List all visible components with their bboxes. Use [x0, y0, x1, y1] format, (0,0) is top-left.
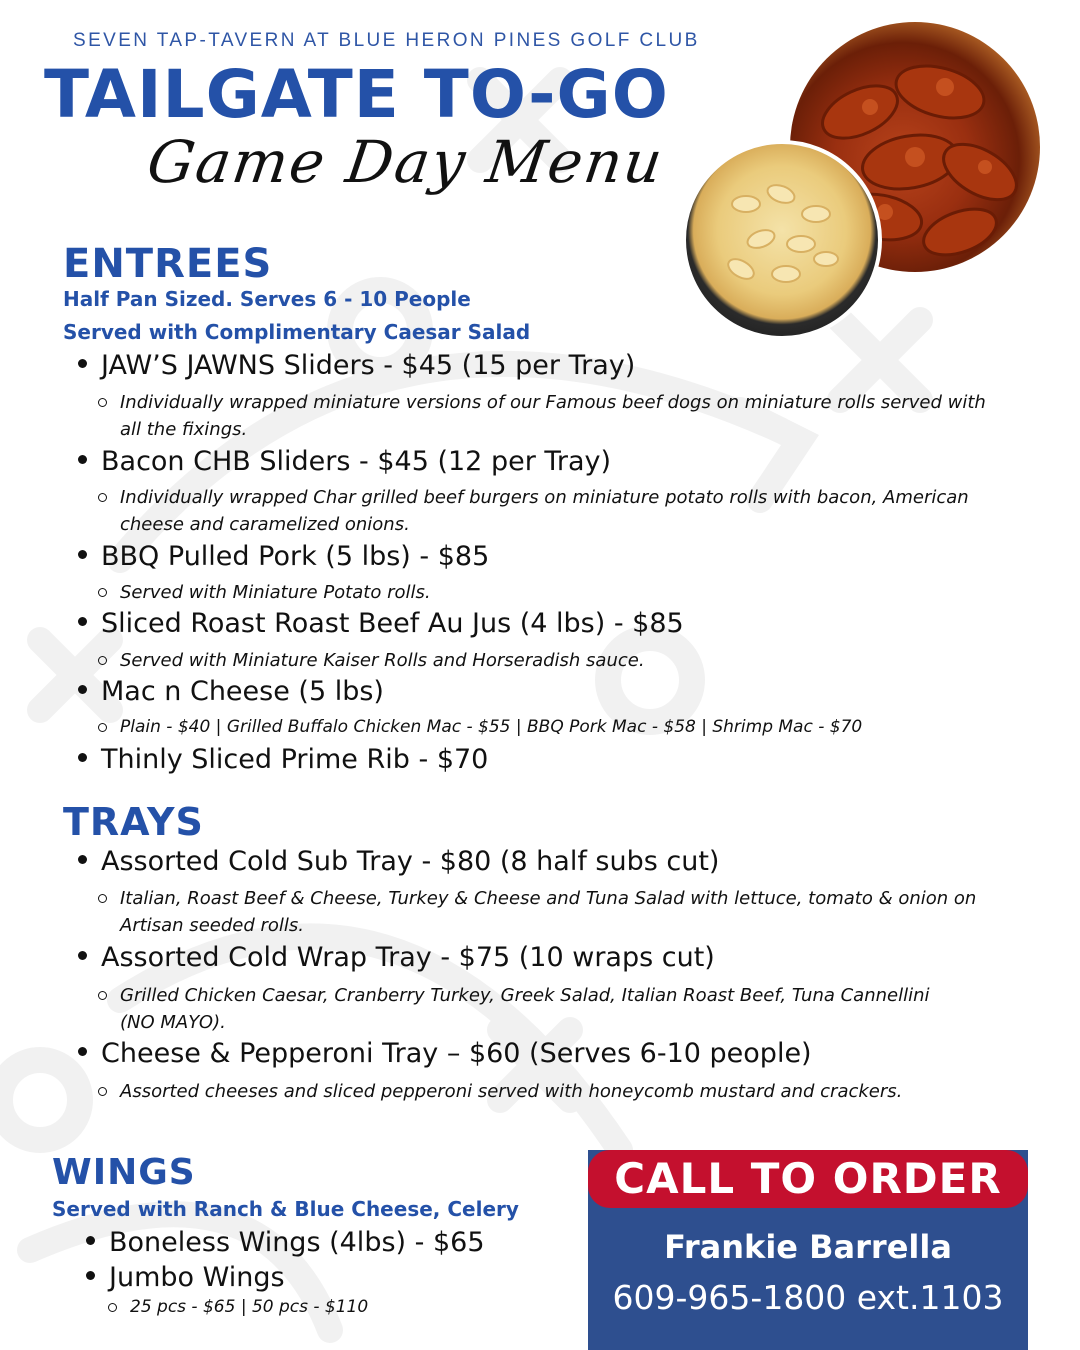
page-title: TAILGATE TO-GO [44, 56, 669, 133]
bullet-dot [78, 951, 87, 960]
wings-item-jumbo [86, 1262, 285, 1294]
bullet-dot [78, 685, 87, 694]
entree-item-jaws-jawns [78, 350, 635, 382]
entree-desc-mac-n-cheese [98, 714, 1028, 741]
item-desc: Italian, Roast Beef & Cheese, Turkey & Cheese and Tuna Salad with lettuce, tomato & onion on Artisan seeded rolls. [120, 888, 977, 936]
bullet-dot [78, 1047, 87, 1056]
item-desc: Individually wrapped Char grilled beef burgers on miniature potato rolls with bacon, American cheese and caramelized onions. [120, 487, 969, 535]
item-label: Bacon CHB Sliders - $45 (12 per Tray) [101, 446, 612, 477]
tray-item-sub [78, 846, 719, 878]
bullet-dot [78, 359, 87, 368]
contact-name: Frankie Barrella [664, 1228, 952, 1266]
entree-item-bacon-chb [78, 446, 611, 478]
entree-desc-bacon-chb [98, 484, 988, 538]
item-desc: Grilled Chicken Caesar, Cranberry Turkey, Greek Salad, Italian Roast Beef, Tuna Cannellini (NO MAYO). [120, 985, 930, 1033]
item-desc: Served with Miniature Potato rolls. [120, 582, 431, 603]
bullet-dot [78, 753, 87, 762]
tray-desc-cheese-pepperoni [98, 1078, 958, 1105]
tray-item-cheese-pepperoni [78, 1038, 812, 1070]
item-label: JAW’S JAWNS Sliders - $45 (15 per Tray) [101, 350, 636, 381]
item-desc: Served with Miniature Kaiser Rolls and Horseradish sauce. [120, 650, 645, 671]
item-label: Assorted Cold Sub Tray - $80 (8 half subs cut) [101, 846, 720, 877]
entree-item-prime-rib [78, 744, 488, 776]
bullet-dot [86, 1271, 95, 1280]
item-label: Boneless Wings (4lbs) - $65 [109, 1227, 485, 1258]
entrees-note-size: Half Pan Sized. Serves 6 - 10 People [63, 287, 471, 311]
item-label: Sliced Roast Roast Beef Au Jus (4 lbs) - $85 [101, 608, 684, 639]
page-subtitle: Game Day Menu [143, 128, 669, 196]
bullet-dot [78, 617, 87, 626]
wings-note: Served with Ranch & Blue Cheese, Celery [52, 1197, 519, 1221]
item-label: Mac n Cheese (5 lbs) [101, 676, 384, 707]
bullet-dot [78, 550, 87, 559]
item-desc: Assorted cheeses and sliced pepperoni served with honeycomb mustard and crackers. [120, 1081, 903, 1102]
entree-item-bbq-pork [78, 541, 489, 573]
mac-photo-art [686, 144, 878, 336]
entrees-heading: ENTREES [63, 241, 273, 287]
contact-phone[interactable]: 609-965-1800 ext.1103 [612, 1278, 1004, 1317]
mac-and-cheese-photo [682, 140, 882, 340]
trays-heading: TRAYS [63, 800, 204, 844]
entree-desc-roast-beef [98, 647, 988, 674]
entree-item-mac-n-cheese [78, 676, 384, 708]
wings-item-boneless [86, 1227, 485, 1259]
call-to-order-heading: CALL TO ORDER [588, 1150, 1028, 1208]
tray-desc-wrap [98, 982, 958, 1036]
item-desc: 25 pcs - $65 | 50 pcs - $110 [130, 1297, 369, 1317]
restaurant-kicker: SEVEN TAP-TAVERN AT BLUE HERON PINES GOLF CLUB [73, 30, 700, 51]
bullet-dot [78, 455, 87, 464]
item-label: Cheese & Pepperoni Tray – $60 (Serves 6-10 people) [101, 1038, 812, 1069]
entree-desc-jaws-jawns [98, 389, 988, 443]
wings-heading: WINGS [52, 1152, 196, 1193]
item-desc: Individually wrapped miniature versions of our Famous beef dogs on miniature rolls served with all the fixings. [120, 392, 986, 440]
bullet-dot [78, 855, 87, 864]
wings-desc-jumbo [108, 1294, 568, 1321]
item-label: BBQ Pulled Pork (5 lbs) - $85 [101, 541, 490, 572]
item-label: Assorted Cold Wrap Tray - $75 (10 wraps cut) [101, 942, 715, 973]
bullet-dot [86, 1236, 95, 1245]
tray-desc-sub [98, 885, 998, 939]
item-label: Thinly Sliced Prime Rib - $70 [101, 744, 489, 775]
entree-desc-bbq-pork [98, 579, 988, 606]
item-desc: Plain - $40 | Grilled Buffalo Chicken Mac - $55 | BBQ Pork Mac - $58 | Shrimp Mac - $70 [120, 717, 863, 737]
entree-item-roast-beef [78, 608, 684, 640]
tray-item-wrap [78, 942, 715, 974]
entrees-note-salad: Served with Complimentary Caesar Salad [63, 320, 531, 344]
item-label: Jumbo Wings [109, 1262, 285, 1293]
